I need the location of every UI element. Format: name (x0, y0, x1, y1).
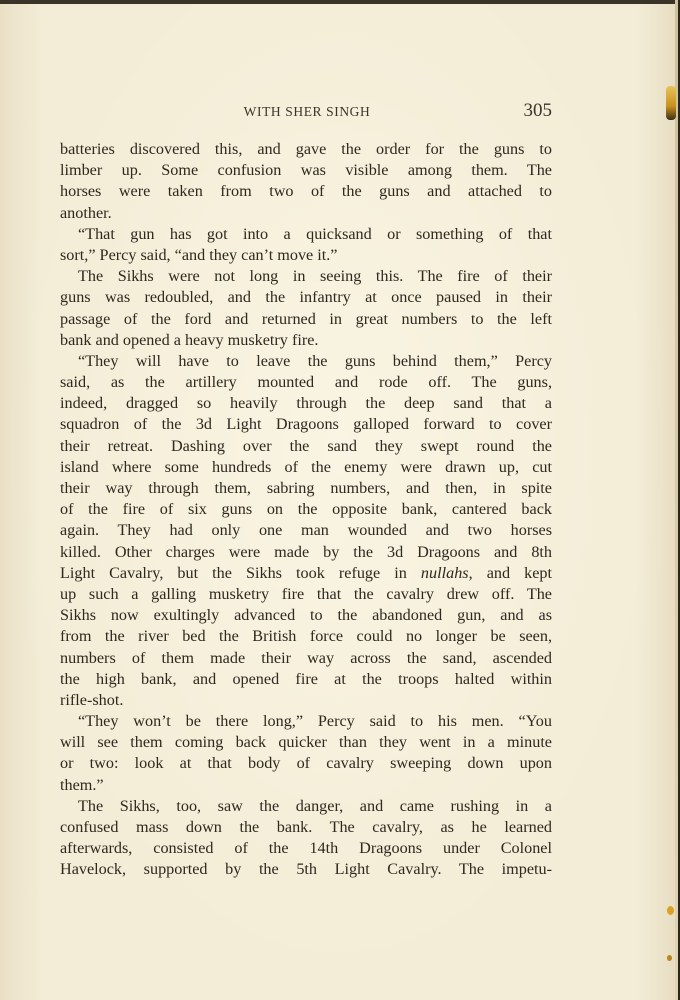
body-text (60, 139, 552, 881)
text-line: again. They had only one man wounded and two horses (60, 521, 552, 540)
text-line: their way through them, sabring numbers, and then, in spite (60, 479, 552, 497)
text-segment: , and kept (468, 563, 552, 582)
text-line: up such a galling musketry fire that the cavalry drew off. The (60, 584, 552, 603)
text-line: another. (60, 203, 112, 222)
text-line: squadron of the 3d Light Dragoons galloped forward to cover (60, 415, 552, 434)
text-line: The Sikhs were not long in seeing this. The fire of their (78, 267, 552, 286)
stain-mark-top (666, 86, 676, 120)
text-line: batteries discovered this, and gave the order for the guns to (60, 140, 552, 158)
text-line: limber up. Some confusion was visible among them. The (60, 161, 552, 180)
text-line: killed. Other charges were made by the 3d Dragoons and 8th (60, 542, 552, 561)
text-segment: Light Cavalry, but the Sikhs took refuge in (60, 563, 421, 582)
page-right-edge (675, 0, 678, 1000)
text-line: passage of the ford and returned in great numbers to the left (60, 309, 552, 328)
stain-mark-mid (667, 906, 674, 915)
text-line: Havelock, supported by the 5th Light Cavalry. The impetu- (60, 860, 552, 879)
text-line: “They won’t be there long,” Percy said to his men. “You (78, 712, 552, 731)
text-line: said, as the artillery mounted and rode off. The guns, (60, 373, 552, 392)
text-line (60, 563, 552, 584)
text-line: of the fire of six guns on the opposite bank, cantered back (60, 500, 552, 519)
page-top-edge (0, 0, 678, 4)
text-line: guns was redoubled, and the infantry at once paused in their (60, 288, 552, 307)
text-line: bank and opened a heavy musketry fire. (60, 330, 319, 349)
text-line: indeed, dragged so heavily through the deep sand that a (60, 394, 552, 413)
italic-word: nullahs (420, 563, 469, 582)
text-line: “That gun has got into a quicksand or something of that (78, 224, 552, 243)
page-number: 305 (523, 100, 552, 121)
text-line: “They will have to leave the guns behind them,” Percy (78, 351, 552, 370)
text-line: sort,” Percy said, “and they can’t move it.” (60, 245, 338, 264)
text-line: Sikhs now exultingly advanced to the abandoned gun, and as (60, 606, 552, 625)
text-line: confused mass down the bank. The cavalry, as he learned (60, 818, 552, 836)
text-line: them.” (60, 775, 104, 794)
text-line: afterwards, consisted of the 14th Dragoons under Colonel (60, 839, 552, 858)
running-head-title: WITH SHER SINGH (243, 104, 371, 119)
text-line: The Sikhs, too, saw the danger, and came rushing in a (78, 796, 552, 815)
stain-mark-bottom (667, 955, 672, 961)
text-line: island where some hundreds of the enemy were drawn up, cut (60, 457, 552, 476)
running-head (62, 100, 552, 126)
text-line: horses were taken from two of the guns and attached to (60, 182, 552, 201)
text-line: rifle-shot. (60, 690, 124, 709)
text-line: will see them coming back quicker than they went in a minute (60, 733, 552, 752)
text-line: numbers of them made their way across the sand, ascended (60, 648, 552, 667)
text-line: from the river bed the British force could no longer be seen, (60, 627, 552, 646)
text-line: their retreat. Dashing over the sand they swept round the (60, 436, 552, 455)
text-line: or two: look at that body of cavalry sweeping down upon (60, 754, 552, 773)
text-line: the high bank, and opened fire at the troops halted within (60, 669, 552, 688)
